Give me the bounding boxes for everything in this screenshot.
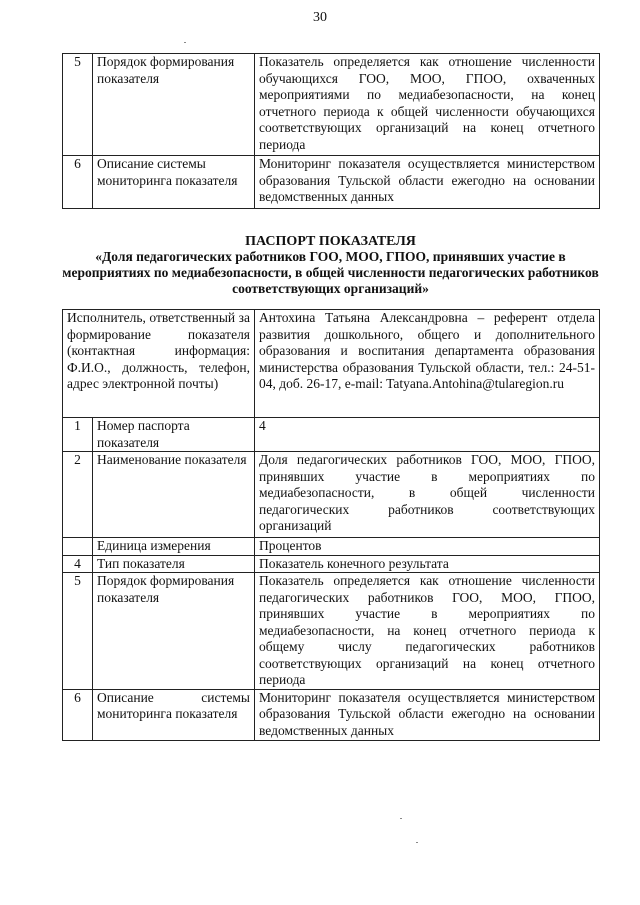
row-number: 6 [63, 156, 93, 209]
row-value: Мониторинг показателя осуществляется министерством образования Тульской области ежегодно на основании ведомственных данных [255, 156, 600, 209]
row-name: Описание системы мониторинга показателя [93, 689, 255, 740]
scan-speck [400, 818, 402, 819]
passport-subtitle: «Доля педагогических работников ГОО, МОО, ГПОО, принявших участие в мероприятиях по медиабезопасности, в общей численности педагогических работников соответствующих организаций» [62, 249, 599, 296]
row-name: Тип показателя [93, 555, 255, 573]
row-value: Показатель определяется как отношение численности обучающихся ГОО, МОО, ГПОО, охваченных мероприятиями по медиабезопасности, на конец отчетного периода к общей численности обучающихся соответствующих организаций на конец отчетного периода [255, 54, 600, 156]
table-row [63, 555, 600, 573]
row-number: 1 [63, 418, 93, 452]
table-row [63, 538, 600, 556]
passport-title: ПАСПОРТ ПОКАЗАТЕЛЯ [245, 234, 416, 249]
row-number: 2 [63, 452, 93, 538]
executor-value: Антохина Татьяна Александровна – референт отдела развития дошкольного, общего и дополнительного образования и воспитания департамента образования министерства образования Тульской области, тел.: 24-51-04, доб. 26-17, e-mail: Tatyana.Antohina@tularegion.ru [255, 310, 600, 418]
row-number: 5 [63, 573, 93, 690]
row-number: 5 [63, 54, 93, 156]
passport-table [62, 309, 600, 741]
row-value: Показатель конечного результата [255, 555, 600, 573]
table-row [63, 418, 600, 452]
executor-label: Исполнитель, ответственный за формирование показателя (контактная информация: Ф.И.О., должность, телефон, адрес электронной почты) [63, 310, 255, 418]
table-row [63, 54, 600, 156]
row-value: Мониторинг показателя осуществляется министерством образования Тульской области ежегодно на основании ведомственных данных [255, 689, 600, 740]
table-row [63, 156, 600, 209]
row-name: Наименование показателя [93, 452, 255, 538]
page-number: 30 [313, 10, 327, 25]
row-number [63, 538, 93, 556]
scan-speck [416, 842, 418, 843]
table-row [63, 310, 600, 418]
indicator-table-continued [62, 53, 600, 209]
row-value: Показатель определяется как отношение численности педагогических работников ГОО, МОО, ГПОО, принявших участие в мероприятиях по медиабезопасности, на конец отчетного периода к общему числу педагогических работников соответствующих организаций на конец отчетного периода [255, 573, 600, 690]
row-name: Описание системы мониторинга показателя [93, 156, 255, 209]
row-value: Процентов [255, 538, 600, 556]
row-name: Единица измерения [93, 538, 255, 556]
row-name: Порядок формирования показателя [93, 573, 255, 690]
row-value: Доля педагогических работников ГОО, МОО, ГПОО, принявших участие в мероприятиях по медиабезопасности, в общей численности педагогических работников соответствующих организаций [255, 452, 600, 538]
table-row [63, 452, 600, 538]
table-row [63, 573, 600, 690]
row-name: Порядок формирования показателя [93, 54, 255, 156]
row-number: 6 [63, 689, 93, 740]
table-row [63, 689, 600, 740]
row-name: Номер паспорта показателя [93, 418, 255, 452]
scan-speck [184, 42, 186, 43]
row-number: 4 [63, 555, 93, 573]
row-value: 4 [255, 418, 600, 452]
